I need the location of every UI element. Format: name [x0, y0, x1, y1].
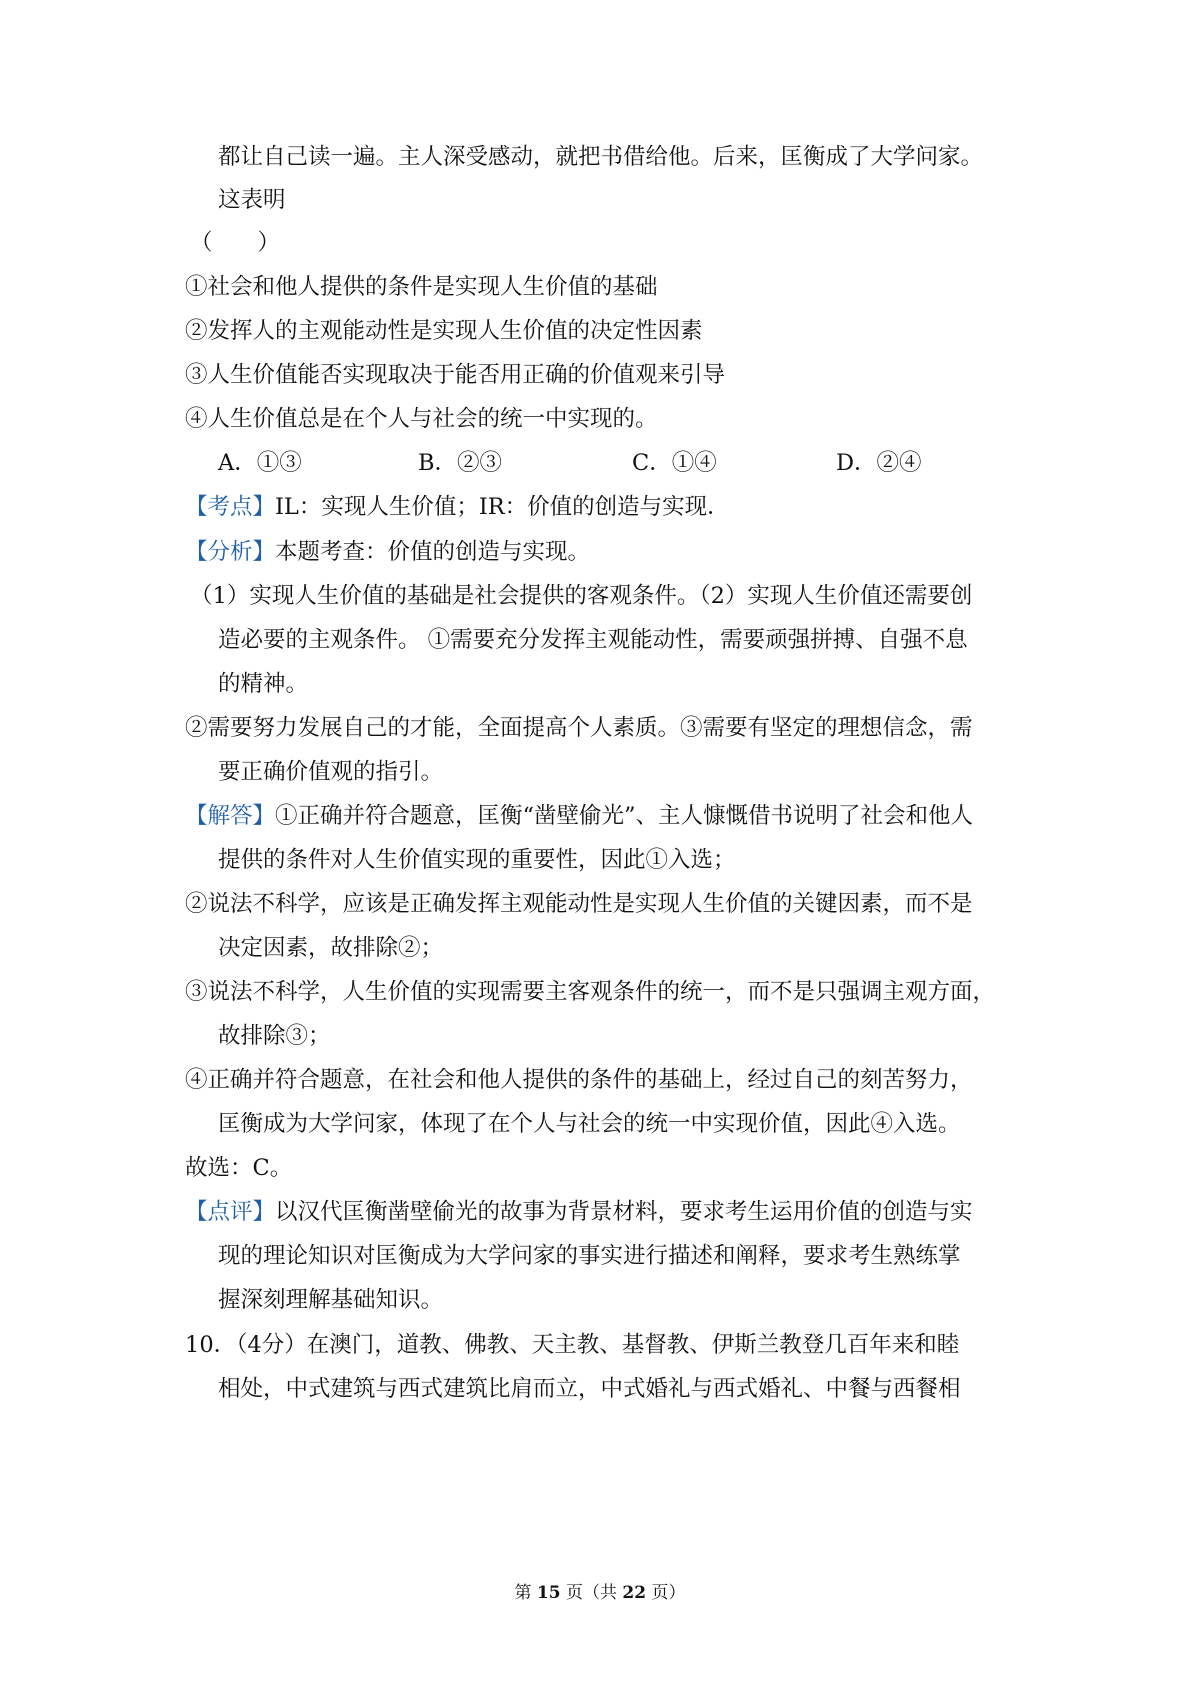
fenxi-text: 本题考查：价值的创造与实现。 [275, 539, 591, 565]
kaodian-line [185, 492, 730, 522]
jieda-line [185, 801, 973, 831]
fenxi-line [185, 537, 590, 567]
dianping-tag: 【点评】 [185, 1199, 276, 1225]
footer-page-number: 15 [536, 1583, 561, 1603]
fenxi-tag: 【分析】 [185, 539, 276, 565]
jieda-tag: 【解答】 [185, 803, 276, 829]
footer-suffix: 页） [651, 1583, 686, 1603]
statement-3: ③人生价值能否实现取决于能否用正确的价值观来引导 [185, 362, 726, 388]
footer-mid: 页（共 [566, 1583, 617, 1603]
q10-line-2: 相处，中式建筑与西式建筑比肩而立，中式婚礼与西式婚礼、中餐与西餐相 [218, 1376, 961, 1402]
jieda-line-1: 提供的条件对人生价值实现的重要性，因此①入选； [218, 847, 736, 873]
footer-total-pages: 22 [622, 1583, 647, 1603]
fenxi-line-3: 的精神。 [218, 671, 309, 697]
statement-2: ②发挥人的主观能动性是实现人生价值的决定性因素 [185, 318, 703, 344]
q9-stem-continued: 都让自己读一遍。主人深受感动，就把书借给他。后来，匡衡成了大学问家。 [218, 144, 984, 170]
option-c: C．①④ [632, 450, 717, 476]
jieda-line-7: 匡衡成为大学问家，体现了在个人与社会的统一中实现价值，因此④入选。 [218, 1111, 961, 1137]
footer-prefix: 第 [514, 1583, 532, 1603]
q10-line-1: 10．（4分）在澳门，道教、佛教、天主教、基督教、伊斯兰教登几百年来和睦 [185, 1332, 960, 1358]
jieda-line-2: ②说法不科学，应该是正确发挥主观能动性是实现人生价值的关键因素，而不是 [185, 891, 973, 917]
statement-4: ④人生价值总是在个人与社会的统一中实现的。 [185, 406, 658, 432]
dianping-line-1: 现的理论知识对匡衡成为大学问家的事实进行描述和阐释，要求考生熟练掌 [218, 1243, 961, 1269]
jieda-line-6: ④正确并符合题意，在社会和他人提供的条件的基础上，经过自己的刻苦努力， [185, 1067, 973, 1093]
option-b: B．②③ [418, 450, 503, 476]
option-a: A．①③ [218, 450, 302, 476]
kaodian-text: IL：实现人生价值；IR：价值的创造与实现． [275, 494, 730, 520]
dianping-line [185, 1197, 973, 1227]
q9-stem-end: 这表明 [218, 187, 286, 213]
jieda-line-4: ③说法不科学，人生价值的实现需要主客观条件的统一，而不是只强调主观方面， [185, 979, 996, 1005]
kaodian-tag: 【考点】 [185, 494, 276, 520]
answer-paren: （ ） [190, 230, 281, 256]
jieda-line-5: 故排除③； [218, 1023, 331, 1049]
jieda-line-3: 决定因素，故排除②； [218, 935, 444, 961]
dianping-line-2: 握深刻理解基础知识。 [218, 1287, 444, 1313]
dianping-text: 以汉代匡衡凿壁偷光的故事为背景材料，要求考生运用价值的创造与实 [275, 1199, 973, 1225]
fenxi-line-4: ②需要努力发展自己的才能，全面提高个人素质。③需要有坚定的理想信念，需 [185, 715, 973, 741]
page-footer [0, 1582, 1200, 1604]
statement-1: ①社会和他人提供的条件是实现人生价值的基础 [185, 274, 658, 300]
final-answer: 故选：C。 [185, 1155, 293, 1181]
fenxi-line-1: （1）实现人生价值的基础是社会提供的客观条件。（2）实现人生价值还需要创 [190, 583, 973, 609]
jieda-text: ①正确并符合题意，匡衡“凿壁偷光”、主人慷慨借书说明了社会和他人 [275, 803, 974, 829]
fenxi-line-5: 要正确价值观的指引。 [218, 759, 444, 785]
option-d: D．②④ [836, 450, 922, 476]
fenxi-line-2: 造必要的主观条件。 ①需要充分发挥主观能动性，需要顽强拼搏、自强不息 [218, 627, 968, 653]
options-row [0, 448, 1200, 478]
